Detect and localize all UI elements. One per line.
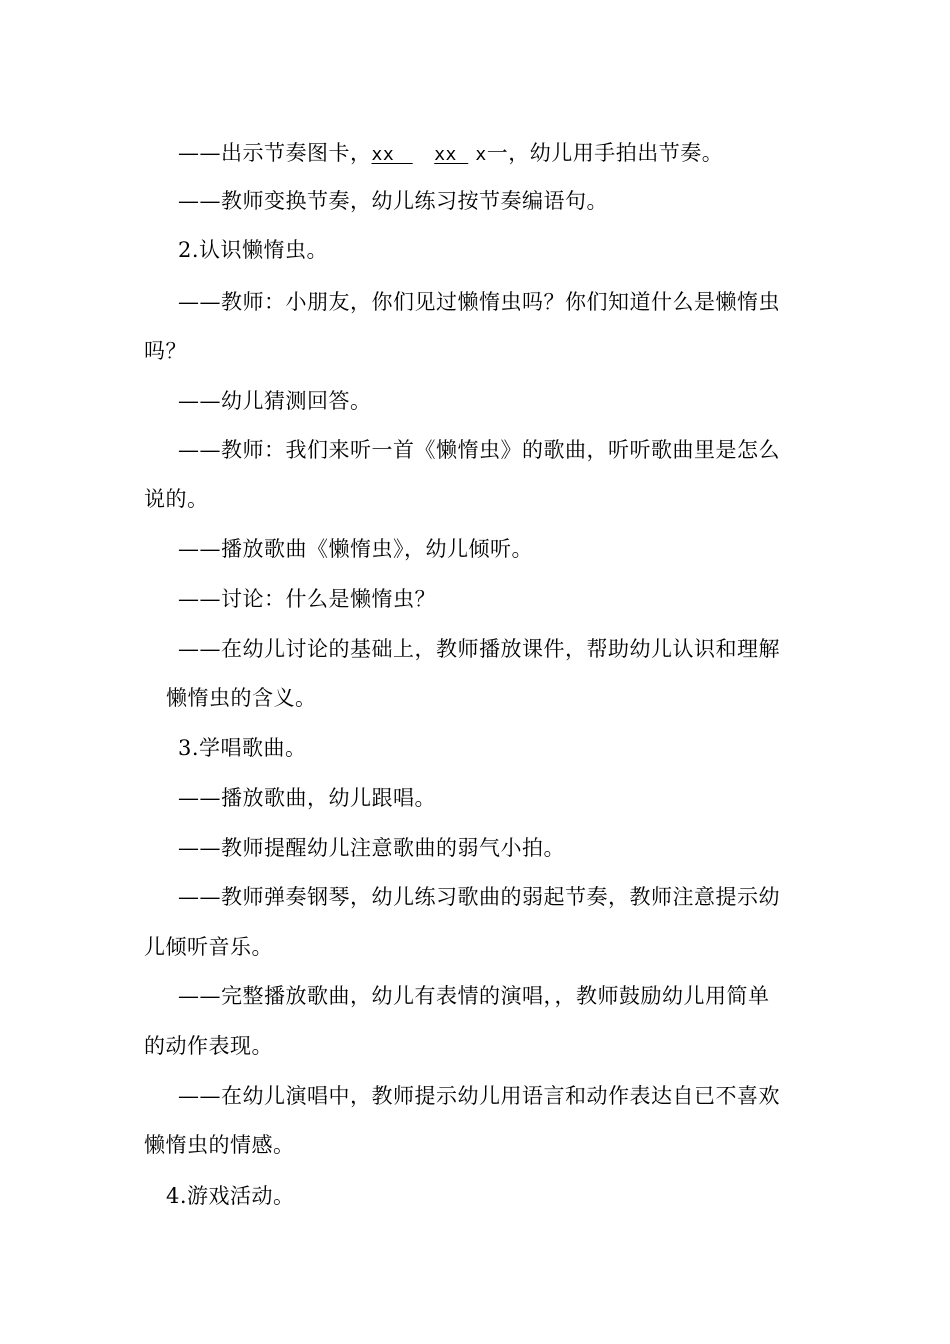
paragraph-line: 懒惰虫的情感。 xyxy=(144,1133,295,1157)
paragraph-line: ——播放歌曲，幼儿跟唱。 xyxy=(178,786,436,810)
paragraph-line: ——讨论：什么是懒惰虫？ xyxy=(178,587,436,611)
section-heading: 2.认识懒惰虫。 xyxy=(178,238,329,262)
rhythm-pattern-1: xx xyxy=(371,144,413,165)
rhythm-card-line xyxy=(178,138,723,170)
paragraph-line: ——在幼儿演唱中，教师提示幼儿用语言和动作表达自已不喜欢 xyxy=(178,1084,780,1108)
paragraph-line: ——教师：小朋友，你们见过懒惰虫吗？你们知道什么是懒惰虫 xyxy=(178,290,780,314)
rhythm-line-suffix: 一，幼儿用手拍出节奏。 xyxy=(486,141,724,165)
section-heading: 3.学唱歌曲。 xyxy=(178,736,307,760)
paragraph-line: ——播放歌曲《懒惰虫》，幼儿倾听。 xyxy=(178,537,533,561)
rhythm-pattern-3: x xyxy=(475,144,487,165)
paragraph-line: 儿倾听音乐。 xyxy=(144,935,273,959)
section-heading: 4.游戏活动。 xyxy=(166,1184,295,1208)
rhythm-line-prefix: ——出示节奏图卡， xyxy=(178,141,372,165)
paragraph-line: 懒惰虫的含义。 xyxy=(166,686,317,710)
paragraph-line: ——教师：我们来听一首《懒惰虫》的歌曲，听听歌曲里是怎么 xyxy=(178,438,780,462)
rhythm-pattern-2: xx xyxy=(434,144,469,165)
paragraph-line: ——幼儿猜测回答。 xyxy=(178,389,372,413)
paragraph-line: 的动作表现。 xyxy=(144,1034,273,1058)
paragraph-line: 说的。 xyxy=(144,487,209,511)
paragraph-line: ——完整播放歌曲，幼儿有表情的演唱，，教师鼓励幼儿用简单 xyxy=(178,984,770,1008)
paragraph-line: 吗？ xyxy=(144,339,187,363)
paragraph-line: ——教师弹奏钢琴，幼儿练习歌曲的弱起节奏，教师注意提示幼 xyxy=(178,885,780,909)
paragraph-line: ——教师变换节奏，幼儿练习按节奏编语句。 xyxy=(178,189,608,213)
paragraph-line: ——在幼儿讨论的基础上，教师播放课件，帮助幼儿认识和理解 xyxy=(178,637,780,661)
paragraph-line: ——教师提醒幼儿注意歌曲的弱气小拍。 xyxy=(178,836,565,860)
